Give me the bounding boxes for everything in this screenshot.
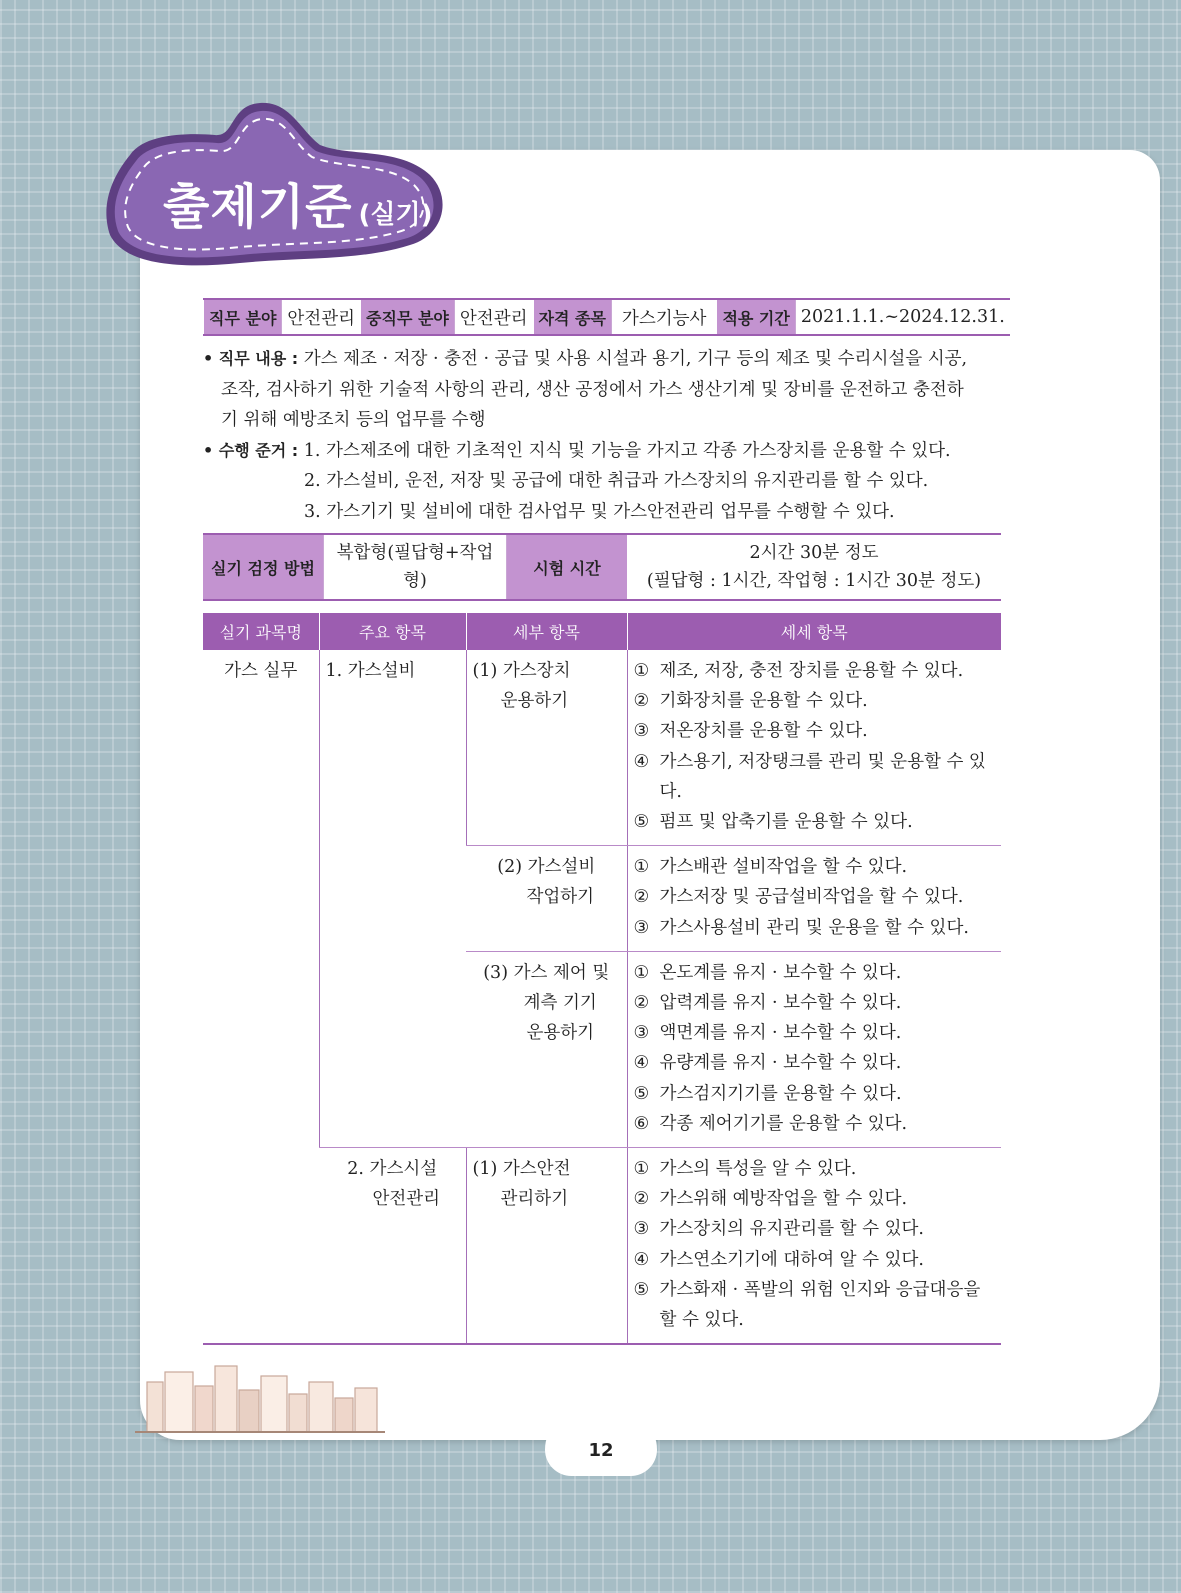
duty-line-3: 기 위해 예방조치 등의 업무를 수행 (221, 410, 486, 430)
list-item: ⑤ 펌프 및 압축기를 운용할 수 있다. (633, 812, 913, 833)
time-value (627, 534, 1001, 600)
main-item-2: 2. 가스시설 (347, 1159, 438, 1180)
list-item: ④ 가스연소기기에 대하여 알 수 있다. (633, 1249, 924, 1270)
sub-item-1: (1) 가스장치 (472, 661, 571, 681)
list-item: ② 가스위해 예방작업을 할 수 있다. (633, 1189, 908, 1210)
sub-item-cell (466, 650, 627, 846)
method-label: 실기 검정 방법 (203, 534, 324, 600)
subject-cell: 가스 실무 (203, 650, 319, 1344)
sub-item-2-cont: 작업하기 (526, 887, 595, 908)
list-item: ① 제조, 저장, 충전 장치를 운용할 수 있다. (633, 661, 964, 681)
sub-item-cell (466, 846, 627, 952)
info-label-subfield: 중직무 분야 (361, 299, 455, 335)
header-subject: 실기 과목명 (203, 613, 319, 650)
page-title (163, 168, 432, 237)
time-value-line-1: 2시간 30분 정도 (749, 543, 879, 563)
standard-item-2: 2. 가스설비, 운전, 저장 및 공급에 대한 취급과 가스장치의 유지관리를 할 수 있다. (304, 471, 929, 491)
sub-item-cell (466, 951, 627, 1147)
list-item: ④ 가스용기, 저장탱크를 관리 및 운용할 수 있다. (633, 751, 986, 802)
info-label-period: 적용 기간 (717, 299, 795, 335)
list-item: ⑥ 각종 제어기기를 운용할 수 있다. (633, 1113, 908, 1134)
standard-label: • 수행 준거 : (203, 440, 299, 460)
main-item-2-cont: 안전관리 (372, 1189, 441, 1210)
list-item: ③ 가스사용설비 관리 및 운용을 할 수 있다. (633, 917, 969, 938)
sub-item-cell (466, 1148, 627, 1345)
standard-item-1: 1. 가스제조에 대한 기초적인 지식 및 기능을 가지고 각종 가스장치를 운용할 수 있다. (303, 440, 951, 461)
list-item: ⑤ 가스검지기기를 운용할 수 있다. (633, 1083, 902, 1104)
criteria-table (203, 613, 1001, 1345)
sub-item-2: (2) 가스설비 (497, 857, 596, 878)
method-value: 복합형(필답형+작업형) (324, 534, 507, 600)
list-item: ② 기화장치를 운용할 수 있다. (633, 691, 868, 712)
page-title-sub: (실기) (358, 200, 433, 230)
list-item: ① 가스배관 설비작업을 할 수 있다. (633, 857, 908, 878)
standard-list (203, 466, 1001, 527)
list-item: ③ 가스장치의 유지관리를 할 수 있다. (633, 1219, 924, 1240)
list-item: ① 가스의 특성을 알 수 있다. (633, 1159, 857, 1180)
list-item: ② 가스저장 및 공급설비작업을 할 수 있다. (633, 887, 964, 908)
main-item-1: 1. 가스설비 (325, 661, 416, 681)
exam-criteria (203, 298, 1005, 1345)
duty-section (203, 344, 1001, 527)
info-table (203, 298, 1010, 336)
info-value-field: 안전관리 (282, 299, 361, 335)
header-sub-item: 세부 항목 (466, 613, 627, 650)
page-number: 12 (588, 1440, 614, 1461)
time-label: 시험 시간 (507, 534, 628, 600)
sub-item-3-cont-1: 계측 기기 (523, 993, 597, 1014)
page-title-main: 출제기준 (163, 179, 353, 235)
table-row (203, 650, 1001, 846)
list-item: ④ 유량계를 유지 · 보수할 수 있다. (633, 1053, 902, 1074)
duty-line-2: 조작, 검사하기 위한 기술적 사항의 관리, 생산 공정에서 가스 생산기계 및 장비를 운전하고 충전하 (221, 379, 964, 400)
duty-row (203, 344, 1001, 375)
main-item-cell (319, 1148, 466, 1345)
list-item: ② 압력계를 유지 · 보수할 수 있다. (633, 993, 902, 1014)
info-value-subfield: 안전관리 (454, 299, 533, 335)
detail-cell (627, 846, 1001, 952)
list-item: ① 온도계를 유지 · 보수할 수 있다. (633, 962, 902, 983)
sub-item-1-cont: 운용하기 (500, 691, 569, 712)
duty-label: • 직무 내용 : (203, 349, 299, 368)
detail-cell (627, 1148, 1001, 1345)
main-item-cell (319, 650, 466, 1148)
criteria-header-row (203, 613, 1001, 650)
info-value-period: 2021.1.1.~2024.12.31. (795, 299, 1009, 335)
header-detail-item: 세세 항목 (627, 613, 1001, 650)
info-label-qualification: 자격 종목 (533, 299, 611, 335)
city-illustration (135, 1360, 385, 1436)
info-value-qualification: 가스기능사 (611, 299, 717, 335)
sub-item-3: (3) 가스 제어 및 (483, 962, 610, 983)
standard-item-3: 3. 가스기기 및 설비에 대한 검사업무 및 가스안전관리 업무를 수행할 수 있다. (304, 501, 895, 522)
info-label-field: 직무 분야 (204, 299, 282, 335)
sub-item-3-cont-2: 운용하기 (526, 1023, 595, 1044)
duty-line-1: 가스 제조 · 저장 · 충전 · 공급 및 사용 시설과 용기, 기구 등의 제조 및 수리시설을 시공, (303, 349, 968, 369)
list-item: ⑤ 가스화재 · 폭발의 위험 인지와 응급대응을 할 수 있다. (633, 1279, 981, 1331)
sub-item-4-cont: 관리하기 (500, 1189, 569, 1210)
detail-cell (627, 650, 1001, 846)
detail-cell (627, 951, 1001, 1147)
list-item: ③ 액면계를 유지 · 보수할 수 있다. (633, 1023, 902, 1044)
header-main-item: 주요 항목 (319, 613, 466, 650)
method-table (203, 533, 1001, 601)
sub-item-4: (1) 가스안전 (472, 1159, 571, 1180)
list-item: ③ 저온장치를 운용할 수 있다. (633, 721, 868, 742)
table-row (203, 1148, 1001, 1345)
standard-row (203, 436, 1001, 467)
time-value-line-2: (필답형 : 1시간, 작업형 : 1시간 30분 정도) (646, 571, 982, 591)
